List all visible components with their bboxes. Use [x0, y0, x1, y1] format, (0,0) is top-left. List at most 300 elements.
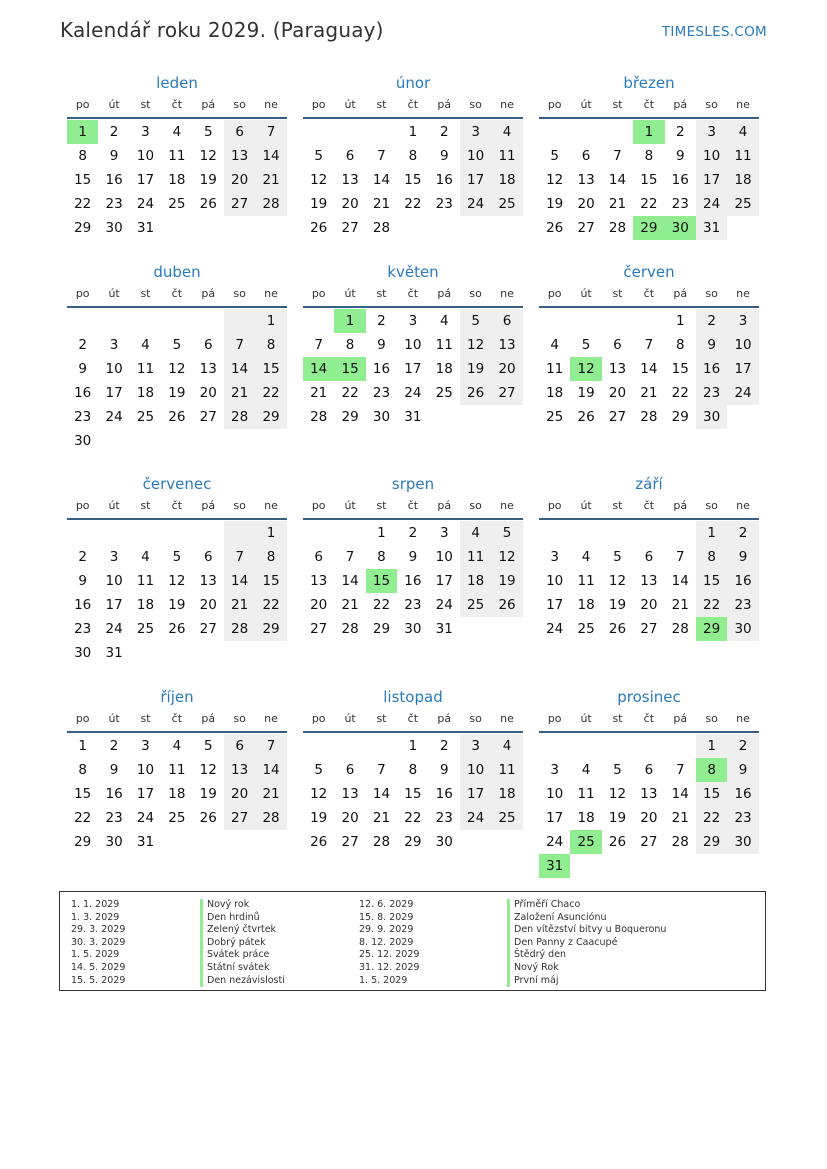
weekday-label: čt	[407, 499, 419, 512]
day-cell: 28	[255, 806, 286, 830]
day-cell: 6	[345, 148, 355, 164]
empty-cell	[67, 521, 98, 545]
holiday-date: 29. 9. 2029	[359, 924, 414, 936]
empty-cell	[255, 216, 286, 240]
month-9	[539, 473, 759, 641]
day-cell: 17	[435, 573, 453, 589]
weekday-label: st	[140, 287, 151, 300]
weekday-label: so	[705, 712, 718, 725]
day-cell: 30	[696, 405, 727, 429]
day-cell: 2	[439, 738, 449, 754]
day-cell: 21	[224, 593, 255, 617]
day-cell: 13	[608, 361, 627, 377]
empty-cell	[460, 405, 491, 429]
empty-cell	[303, 734, 334, 758]
day-cell: 4	[491, 120, 522, 144]
day-cell: 10	[696, 144, 727, 168]
day-cell: 21	[671, 597, 689, 613]
day-cell: 17	[136, 172, 155, 188]
day-cell: 16	[105, 172, 123, 188]
empty-cell	[633, 854, 664, 878]
empty-cell	[397, 216, 428, 240]
month-name: únor	[395, 74, 431, 92]
day-cell: 15	[696, 782, 727, 806]
day-cell: 4	[727, 120, 758, 144]
day-cell: 19	[460, 357, 491, 381]
day-cell: 9	[78, 573, 87, 589]
empty-cell	[665, 854, 696, 878]
weekday-label: čt	[643, 499, 655, 512]
day-cell: 13	[341, 786, 359, 802]
weekday-label: st	[376, 98, 387, 111]
day-cell: 15	[404, 172, 422, 188]
day-cell: 21	[255, 782, 286, 806]
day-cell: 28	[310, 409, 328, 425]
day-cell: 4	[581, 762, 591, 778]
day-cell: 31	[136, 834, 155, 850]
day-cell: 15	[255, 357, 286, 381]
day-cell: 7	[345, 549, 355, 565]
day-cell: 2	[675, 124, 685, 140]
weekday-label: po	[75, 98, 90, 111]
holiday-date: 1. 5. 2029	[71, 949, 120, 961]
empty-cell	[491, 216, 522, 240]
day-cell: 22	[255, 381, 286, 405]
weekday-label: so	[705, 499, 718, 512]
weekday-label: so	[233, 499, 246, 512]
weekday-label: so	[469, 499, 482, 512]
header-rule	[67, 518, 287, 520]
day-cell: 11	[460, 545, 491, 569]
day-cell: 18	[491, 782, 522, 806]
day-cell: 5	[491, 521, 522, 545]
header-rule	[303, 306, 523, 308]
day-cell: 22	[671, 385, 689, 401]
brand-link[interactable]: TIMESLES.COM	[661, 24, 767, 40]
day-cell: 23	[435, 196, 453, 212]
day-cell: 6	[345, 762, 355, 778]
month-name: leden	[156, 74, 198, 92]
day-cell: 22	[404, 196, 422, 212]
empty-cell	[570, 854, 601, 878]
day-cell: 23	[727, 593, 758, 617]
empty-cell	[460, 830, 491, 854]
day-cell: 13	[577, 172, 595, 188]
day-cell: 6	[203, 337, 213, 353]
weekday-label: so	[705, 287, 718, 300]
holiday-name: Den nezávislosti	[200, 975, 285, 988]
day-cell: 6	[644, 549, 654, 565]
weekday-label: út	[108, 98, 120, 111]
weekday-label: út	[580, 712, 592, 725]
day-cell: 3	[141, 124, 150, 140]
day-cell: 2	[377, 313, 386, 329]
day-cell: 7	[224, 333, 255, 357]
day-cell: 6	[581, 148, 591, 164]
weekday-label: so	[469, 287, 482, 300]
weekday-label: ne	[736, 98, 750, 111]
day-cell: 21	[671, 810, 689, 826]
empty-cell	[429, 216, 460, 240]
day-cell: 21	[255, 168, 286, 192]
empty-cell	[727, 216, 758, 240]
day-cell: 7	[377, 762, 386, 778]
day-cell: 14	[341, 573, 359, 589]
empty-cell	[161, 641, 192, 665]
day-cell: 7	[613, 148, 622, 164]
day-cell: 29	[696, 617, 727, 641]
day-cell: 3	[109, 549, 119, 565]
day-cell: 5	[460, 309, 491, 333]
day-cell: 1	[633, 120, 664, 144]
day-cell: 15	[334, 357, 365, 381]
day-cell: 10	[105, 361, 123, 377]
month-name: březen	[623, 74, 675, 92]
day-cell: 12	[460, 333, 491, 357]
empty-cell	[161, 429, 192, 453]
day-cell: 9	[696, 333, 727, 357]
holiday-date: 8. 12. 2029	[359, 936, 414, 948]
day-cell: 28	[224, 617, 255, 641]
day-cell: 18	[491, 168, 522, 192]
holiday-name: Založení Asunciónu	[507, 912, 666, 925]
day-cell: 2	[109, 738, 119, 754]
day-cell: 20	[224, 782, 255, 806]
day-cell: 17	[696, 168, 727, 192]
weekday-label: čt	[407, 98, 419, 111]
day-cell: 5	[314, 762, 323, 778]
empty-cell	[602, 309, 633, 333]
day-cell: 21	[608, 196, 627, 212]
empty-cell	[130, 309, 161, 333]
legend-left-names	[200, 899, 285, 987]
day-cell: 20	[491, 357, 522, 381]
holiday-legend	[59, 891, 766, 991]
weekday-label: pá	[673, 499, 688, 512]
day-cell: 12	[168, 361, 186, 377]
day-cell: 27	[608, 409, 627, 425]
day-cell: 19	[608, 810, 627, 826]
day-cell: 4	[581, 549, 591, 565]
day-cell: 23	[74, 409, 92, 425]
day-cell: 6	[491, 309, 522, 333]
day-cell: 24	[727, 381, 758, 405]
day-cell: 18	[577, 597, 595, 613]
day-cell: 20	[310, 597, 328, 613]
weekday-label: út	[108, 287, 120, 300]
day-cell: 24	[460, 192, 491, 216]
empty-cell	[491, 617, 522, 641]
day-cell: 9	[439, 762, 449, 778]
month-12	[539, 686, 759, 878]
day-cell: 27	[341, 220, 359, 236]
day-cell: 25	[136, 409, 155, 425]
day-cell: 4	[491, 734, 522, 758]
weekday-label: čt	[171, 98, 183, 111]
day-cell: 19	[168, 385, 186, 401]
holiday-name: Dobrý pátek	[200, 937, 285, 950]
day-cell: 17	[727, 357, 758, 381]
weekday-label: po	[547, 712, 562, 725]
holiday-name: Svátek práce	[200, 949, 285, 962]
day-cell: 2	[439, 124, 449, 140]
header-rule	[539, 117, 759, 119]
weekday-label: čt	[643, 98, 655, 111]
day-cell: 8	[255, 545, 286, 569]
day-cell: 16	[435, 172, 453, 188]
day-cell: 9	[377, 337, 386, 353]
day-cell: 19	[546, 196, 564, 212]
day-cell: 16	[727, 569, 758, 593]
day-cell: 18	[136, 597, 155, 613]
day-cell: 8	[696, 545, 727, 569]
day-cell: 6	[203, 549, 213, 565]
empty-cell	[570, 734, 601, 758]
day-cell: 25	[136, 621, 155, 637]
day-cell: 10	[105, 573, 123, 589]
empty-cell	[602, 120, 633, 144]
day-cell: 3	[727, 309, 758, 333]
day-cell: 2	[727, 521, 758, 545]
empty-cell	[303, 120, 334, 144]
day-cell: 7	[224, 545, 255, 569]
holiday-name: Den hrdinů	[200, 912, 285, 925]
day-cell: 29	[372, 621, 391, 637]
month-name: září	[635, 475, 663, 493]
day-cell: 27	[640, 621, 658, 637]
weekday-label: ne	[500, 98, 514, 111]
day-cell: 24	[546, 621, 564, 637]
day-cell: 28	[372, 220, 391, 236]
empty-cell	[539, 734, 570, 758]
day-cell: 20	[608, 385, 627, 401]
header-rule	[67, 306, 287, 308]
day-cell: 24	[696, 192, 727, 216]
day-cell: 18	[577, 810, 595, 826]
weekday-label: čt	[407, 287, 419, 300]
day-cell: 9	[109, 762, 119, 778]
weekday-label: st	[612, 712, 623, 725]
day-cell: 1	[334, 309, 365, 333]
day-cell: 17	[460, 782, 491, 806]
day-cell: 16	[671, 172, 689, 188]
empty-cell	[460, 216, 491, 240]
weekday-label: po	[311, 499, 326, 512]
day-cell: 26	[460, 381, 491, 405]
holiday-date: 1. 3. 2029	[71, 911, 120, 923]
weekday-label: ne	[264, 712, 278, 725]
day-cell: 11	[168, 148, 186, 164]
day-cell: 23	[105, 810, 123, 826]
day-cell: 19	[577, 385, 595, 401]
day-cell: 9	[727, 545, 758, 569]
weekday-label: út	[580, 98, 592, 111]
weekday-label: út	[344, 712, 356, 725]
weekday-label: so	[233, 287, 246, 300]
day-cell: 11	[435, 337, 453, 353]
day-cell: 12	[199, 762, 217, 778]
day-cell: 7	[314, 337, 323, 353]
day-cell: 16	[696, 357, 727, 381]
day-cell: 1	[255, 309, 286, 333]
day-cell: 14	[671, 573, 689, 589]
day-cell: 26	[310, 220, 328, 236]
holiday-date: 15. 8. 2029	[359, 911, 414, 923]
day-cell: 3	[439, 525, 449, 541]
empty-cell	[161, 216, 192, 240]
day-cell: 1	[255, 521, 286, 545]
empty-cell	[334, 734, 365, 758]
holiday-name: Nový Rok	[507, 962, 666, 975]
day-cell: 6	[224, 734, 255, 758]
day-cell: 13	[640, 573, 658, 589]
holiday-date: 31. 12. 2029	[359, 961, 420, 973]
day-cell: 14	[608, 172, 627, 188]
weekday-label: po	[547, 98, 562, 111]
day-cell: 13	[341, 172, 359, 188]
holiday-name: Nový rok	[200, 899, 285, 912]
month-8	[303, 473, 523, 641]
day-cell: 5	[172, 337, 182, 353]
day-cell: 30	[727, 617, 758, 641]
holiday-date: 1. 5. 2029	[359, 974, 408, 986]
day-cell: 29	[255, 617, 286, 641]
day-cell: 25	[570, 830, 601, 854]
weekday-label: ne	[264, 287, 278, 300]
day-cell: 10	[727, 333, 758, 357]
weekday-label: pá	[201, 499, 216, 512]
day-cell: 14	[255, 758, 286, 782]
day-cell: 22	[341, 385, 359, 401]
day-cell: 6	[224, 120, 255, 144]
day-cell: 17	[136, 786, 155, 802]
empty-cell	[303, 309, 334, 333]
day-cell: 22	[696, 806, 727, 830]
holiday-date: 30. 3. 2029	[71, 936, 126, 948]
month-10	[67, 686, 287, 854]
legend-right-dates	[359, 899, 419, 987]
day-cell: 26	[168, 409, 186, 425]
day-cell: 25	[168, 196, 186, 212]
empty-cell	[161, 521, 192, 545]
weekday-label: pá	[673, 712, 688, 725]
holiday-name: Zelený čtvrtek	[200, 924, 285, 937]
day-cell: 30	[74, 645, 92, 661]
weekday-label: st	[140, 712, 151, 725]
weekday-label: út	[344, 499, 356, 512]
day-cell: 30	[435, 834, 453, 850]
day-cell: 7	[255, 120, 286, 144]
empty-cell	[727, 405, 758, 429]
day-cell: 2	[696, 309, 727, 333]
day-cell: 29	[671, 409, 689, 425]
month-name: srpen	[391, 475, 435, 493]
day-cell: 15	[74, 786, 92, 802]
day-cell: 28	[255, 192, 286, 216]
day-cell: 28	[341, 621, 359, 637]
day-cell: 30	[404, 621, 422, 637]
day-cell: 7	[377, 148, 386, 164]
day-cell: 23	[435, 810, 453, 826]
empty-cell	[193, 309, 224, 333]
day-cell: 5	[203, 738, 213, 754]
holiday-name: Den Panny z Caacupé	[507, 937, 666, 950]
day-cell: 22	[404, 810, 422, 826]
month-name: prosinec	[617, 688, 681, 706]
empty-cell	[193, 521, 224, 545]
day-cell: 8	[377, 549, 386, 565]
day-cell: 18	[435, 361, 453, 377]
day-cell: 22	[255, 593, 286, 617]
day-cell: 4	[172, 738, 182, 754]
day-cell: 18	[727, 168, 758, 192]
day-cell: 8	[675, 337, 685, 353]
empty-cell	[539, 309, 570, 333]
day-cell: 20	[341, 810, 359, 826]
day-cell: 4	[439, 313, 449, 329]
weekday-label: ne	[264, 499, 278, 512]
day-cell: 10	[460, 144, 491, 168]
holiday-name: Štědrý den	[507, 949, 666, 962]
day-cell: 28	[671, 834, 689, 850]
day-cell: 11	[136, 573, 155, 589]
empty-cell	[224, 521, 255, 545]
day-cell: 16	[105, 786, 123, 802]
day-cell: 8	[696, 758, 727, 782]
weekday-label: st	[612, 287, 623, 300]
weekday-label: ne	[736, 287, 750, 300]
day-cell: 5	[581, 337, 591, 353]
day-cell: 12	[608, 786, 627, 802]
day-cell: 10	[136, 762, 155, 778]
day-cell: 18	[136, 385, 155, 401]
day-cell: 5	[172, 549, 182, 565]
day-cell: 16	[74, 597, 92, 613]
day-cell: 25	[460, 593, 491, 617]
empty-cell	[366, 120, 397, 144]
day-cell: 14	[640, 361, 658, 377]
empty-cell	[224, 641, 255, 665]
day-cell: 16	[404, 573, 422, 589]
empty-cell	[633, 309, 664, 333]
empty-cell	[98, 309, 129, 333]
day-cell: 19	[310, 196, 328, 212]
day-cell: 8	[408, 148, 418, 164]
empty-cell	[130, 521, 161, 545]
day-cell: 28	[608, 220, 627, 236]
day-cell: 19	[168, 597, 186, 613]
day-cell: 27	[640, 834, 658, 850]
day-cell: 12	[310, 786, 328, 802]
day-cell: 20	[199, 597, 217, 613]
legend-right-names	[507, 899, 666, 987]
day-cell: 26	[608, 621, 627, 637]
day-cell: 4	[172, 124, 182, 140]
day-cell: 24	[136, 810, 155, 826]
day-cell: 9	[727, 758, 758, 782]
day-cell: 30	[372, 409, 391, 425]
weekday-label: st	[140, 98, 151, 111]
empty-cell	[570, 521, 601, 545]
weekday-label: st	[376, 499, 387, 512]
day-cell: 23	[696, 381, 727, 405]
day-cell: 3	[460, 120, 491, 144]
day-cell: 28	[640, 409, 658, 425]
day-cell: 11	[491, 758, 522, 782]
day-cell: 19	[199, 786, 217, 802]
weekday-label: so	[233, 712, 246, 725]
day-cell: 12	[546, 172, 564, 188]
